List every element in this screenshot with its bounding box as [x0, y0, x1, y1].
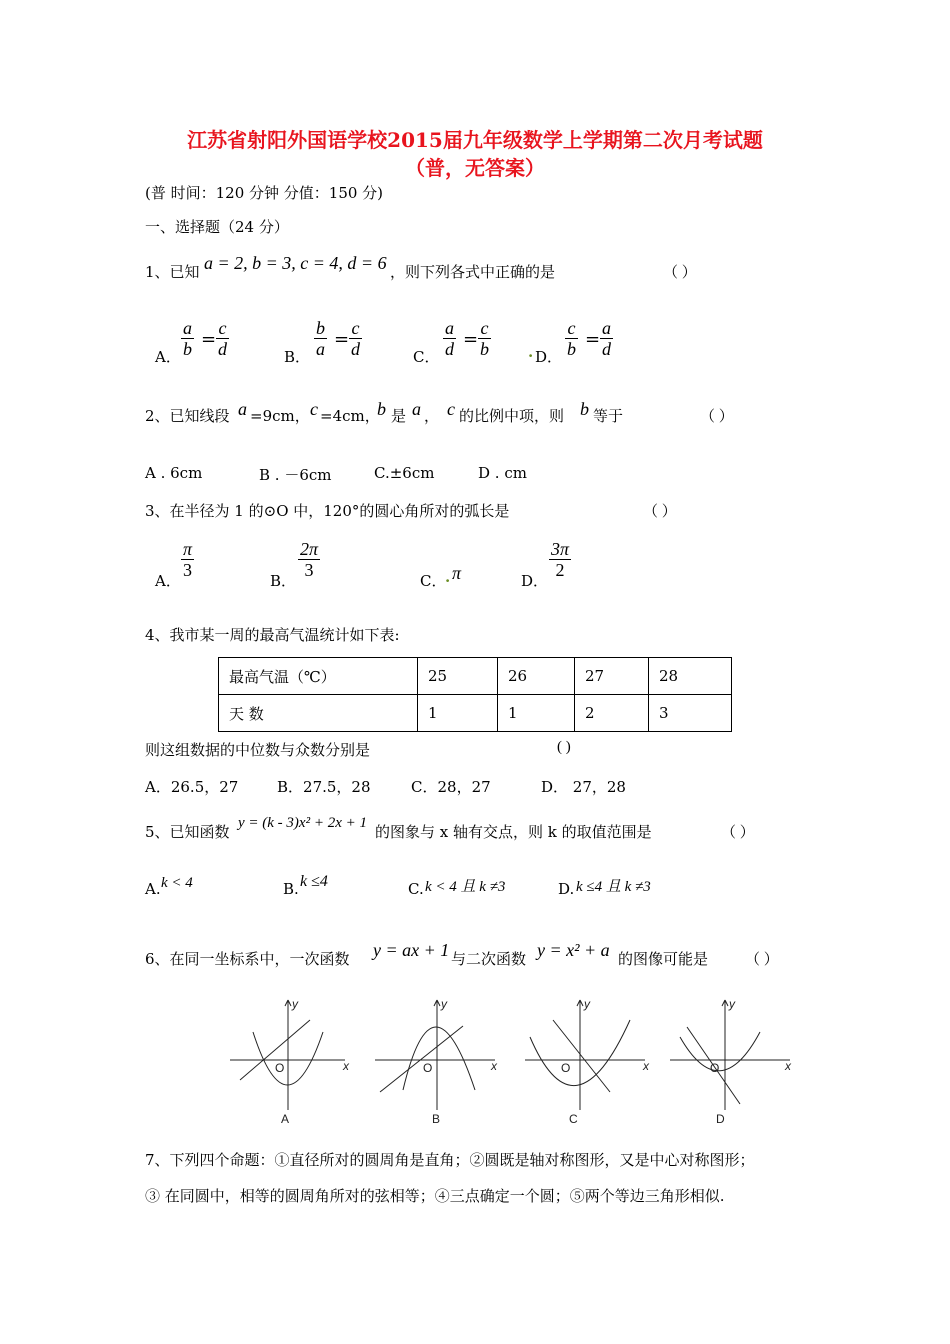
- temperature-table: [218, 657, 732, 732]
- graph-c-y-label: y: [584, 997, 590, 1011]
- equals-sign: =: [334, 329, 350, 350]
- q5-option-a-label: A.: [145, 880, 161, 898]
- q4-option-d: D． 27，28: [541, 778, 626, 796]
- q7-line-1: 7、下列四个命题：①直径所对的圆周角是直角；②圆既是轴对称图形，又是中心对称图形；: [145, 1151, 755, 1169]
- table-row: [219, 695, 732, 732]
- graph-c-origin: O: [561, 1061, 571, 1075]
- q4-question: 则这组数据的中位数与众数分别是: [145, 741, 371, 759]
- q2-var-c: c: [310, 399, 318, 419]
- graph-c-x-label: x: [643, 1059, 649, 1073]
- q3-option-b-label: B．: [270, 572, 297, 590]
- q1-option-a-left-fraction: $\frac{a}{b}$: [183, 318, 192, 359]
- q1-option-b-label: B．: [284, 348, 311, 366]
- q2-prefix: 2、已知线段: [145, 407, 230, 425]
- graph-a-y-label: y: [292, 997, 298, 1011]
- table-cell: 25: [418, 658, 498, 695]
- q2-var-a: a: [238, 399, 247, 419]
- q1-option-d-left-fraction: $\frac{c}{b}$: [567, 318, 576, 359]
- graph-a: [230, 1000, 345, 1110]
- graph-d-y-label: y: [729, 997, 735, 1011]
- table-cell: 天 数: [219, 695, 418, 732]
- table-row: [219, 658, 732, 695]
- page-title: 江苏省射阳外国语学校2015届九年级数学上学期第二次月考试题: [187, 128, 763, 152]
- q2-text: =9cm，: [250, 407, 310, 425]
- q3-option-d-label: D．: [521, 572, 549, 590]
- q3-option-a-fraction: $\frac{\pi}{3}$: [183, 539, 193, 580]
- graph-c-label: C: [569, 1112, 578, 1126]
- q1-option-b-right-fraction: $\frac{c}{d}$: [351, 318, 360, 359]
- q5-option-a-expr: k < 4: [161, 875, 193, 891]
- q6-graph-options: [225, 992, 800, 1127]
- q2-text: =4cm，: [320, 407, 380, 425]
- q2-option-b: B . －6cm: [259, 466, 332, 484]
- q4-answer-paren: ( ): [557, 739, 571, 755]
- q4-text: 4、我市某一周的最高气温统计如下表:: [145, 626, 400, 644]
- graph-d-origin: O: [710, 1061, 720, 1075]
- q2-text: 是: [391, 407, 407, 425]
- table-cell: 1: [418, 695, 498, 732]
- q1-option-c-label: C．: [413, 348, 440, 366]
- table-cell: 27: [575, 658, 649, 695]
- table-cell: 2: [575, 695, 649, 732]
- q2-option-a: A . 6cm: [145, 464, 203, 482]
- q2-text: 的比例中项，则: [459, 407, 565, 425]
- table-cell: 28: [649, 658, 732, 695]
- q1-option-a-label: A．: [155, 348, 181, 366]
- q1-option-b-left-fraction: $\frac{b}{a}$: [316, 318, 325, 359]
- graph-b-origin: O: [423, 1061, 433, 1075]
- q2-var-b: b: [580, 399, 589, 419]
- q1-prefix: 1、已知: [145, 263, 200, 281]
- table-cell: 1: [498, 695, 575, 732]
- q3-answer-paren: （ ）: [643, 504, 677, 520]
- q4-option-c: C．28，27: [411, 778, 491, 796]
- graph-b: [375, 1000, 495, 1110]
- q2-var-a: a: [412, 399, 421, 419]
- q6-answer-paren: （ ）: [745, 952, 779, 968]
- graph-d: [670, 1000, 790, 1110]
- q1-option-d-right-fraction: $\frac{a}{d}$: [602, 318, 611, 359]
- q7-line-2: ③ 在同圆中，相等的圆周角所对的弦相等；④三点确定一个圆；⑤两个等边三角形相似.: [145, 1187, 725, 1205]
- q3-option-c-label: C．: [420, 572, 447, 590]
- graph-b-label: B: [432, 1112, 441, 1126]
- q3-option-a-label: A．: [155, 572, 181, 590]
- graph-c: [525, 1000, 645, 1110]
- graph-d-x-label: x: [785, 1059, 791, 1073]
- q2-option-d: D . cm: [478, 464, 527, 482]
- q3-option-d-fraction: $\frac{3\pi}{2}$: [551, 539, 570, 580]
- q5-option-c-label: C.: [408, 880, 424, 898]
- q6-quadratic-expression: y = x² + a: [537, 940, 610, 960]
- q5-option-b-expr: k ≤4: [300, 873, 328, 890]
- q1-given-expression: a = 2, b = 3, c = 4, d = 6: [204, 253, 387, 273]
- q5-suffix: 的图象与 x 轴有交点，则 k 的取值范围是: [375, 823, 652, 841]
- q1-suffix: ，则下列各式中正确的是: [390, 263, 556, 281]
- q6-suffix: 的图像可能是: [618, 950, 709, 968]
- section-heading: 一、选择题（24 分）: [145, 218, 289, 236]
- exam-meta: (普 时间：120 分钟 分值：150 分): [145, 184, 384, 202]
- q5-prefix: 5、已知函数: [145, 823, 230, 841]
- q4-option-b: B．27.5，28: [277, 778, 371, 796]
- q5-option-b-label: B.: [283, 880, 299, 898]
- table-cell: 26: [498, 658, 575, 695]
- table-cell: 3: [649, 695, 732, 732]
- graph-b-y-label: y: [441, 997, 447, 1011]
- q2-text: 等于: [593, 407, 624, 425]
- q5-option-d-label: D.: [558, 880, 575, 898]
- page-subtitle: （普，无答案）: [405, 156, 545, 180]
- table-cell: 最高气温（℃）: [219, 658, 418, 695]
- q2-answer-paren: （ ）: [700, 409, 734, 425]
- q6-linear-expression: y = ax + 1: [373, 940, 450, 960]
- q1-option-a-right-fraction: $\frac{c}{d}$: [218, 318, 227, 359]
- q4-option-a: A．26.5，27: [145, 778, 239, 796]
- q2-text: ，: [424, 407, 440, 425]
- q3-text: 3、在半径为 1 的⊙O 中，120°的圆心角所对的弧长是: [145, 502, 510, 520]
- dot-mark: .: [445, 568, 451, 586]
- equals-sign: =: [585, 329, 601, 350]
- equals-sign: =: [463, 329, 479, 350]
- q5-function-expression: y = (k - 3)x² + 2x + 1: [238, 815, 367, 831]
- graph-a-origin: O: [275, 1061, 285, 1075]
- q2-option-c: C.±6cm: [374, 464, 435, 482]
- q1-answer-paren: （ ）: [663, 265, 697, 281]
- q3-option-b-fraction: $\frac{2\pi}{3}$: [300, 539, 319, 580]
- q5-option-c-expr: k < 4 且 k ≠3: [425, 879, 506, 895]
- graph-b-x-label: x: [491, 1059, 497, 1073]
- graph-a-label: A: [281, 1112, 290, 1126]
- q5-answer-paren: （ ）: [721, 825, 755, 841]
- q2-var-b: b: [377, 399, 386, 419]
- q6-mid: 与二次函数: [451, 950, 527, 968]
- q5-option-d-expr: k ≤4 且 k ≠3: [576, 879, 651, 895]
- graph-a-x-label: x: [343, 1059, 349, 1073]
- q3-option-c-value: π: [452, 563, 462, 583]
- q6-prefix: 6、在同一坐标系中，一次函数: [145, 950, 350, 968]
- equals-sign: =: [201, 329, 217, 350]
- q1-option-d-label: D．: [535, 348, 563, 366]
- graph-d-label: D: [716, 1112, 725, 1126]
- q2-var-c: c: [447, 399, 455, 419]
- q1-option-c-right-fraction: $\frac{c}{b}$: [480, 318, 489, 359]
- dot-mark: .: [528, 343, 534, 361]
- q1-option-c-left-fraction: $\frac{a}{d}$: [445, 318, 454, 359]
